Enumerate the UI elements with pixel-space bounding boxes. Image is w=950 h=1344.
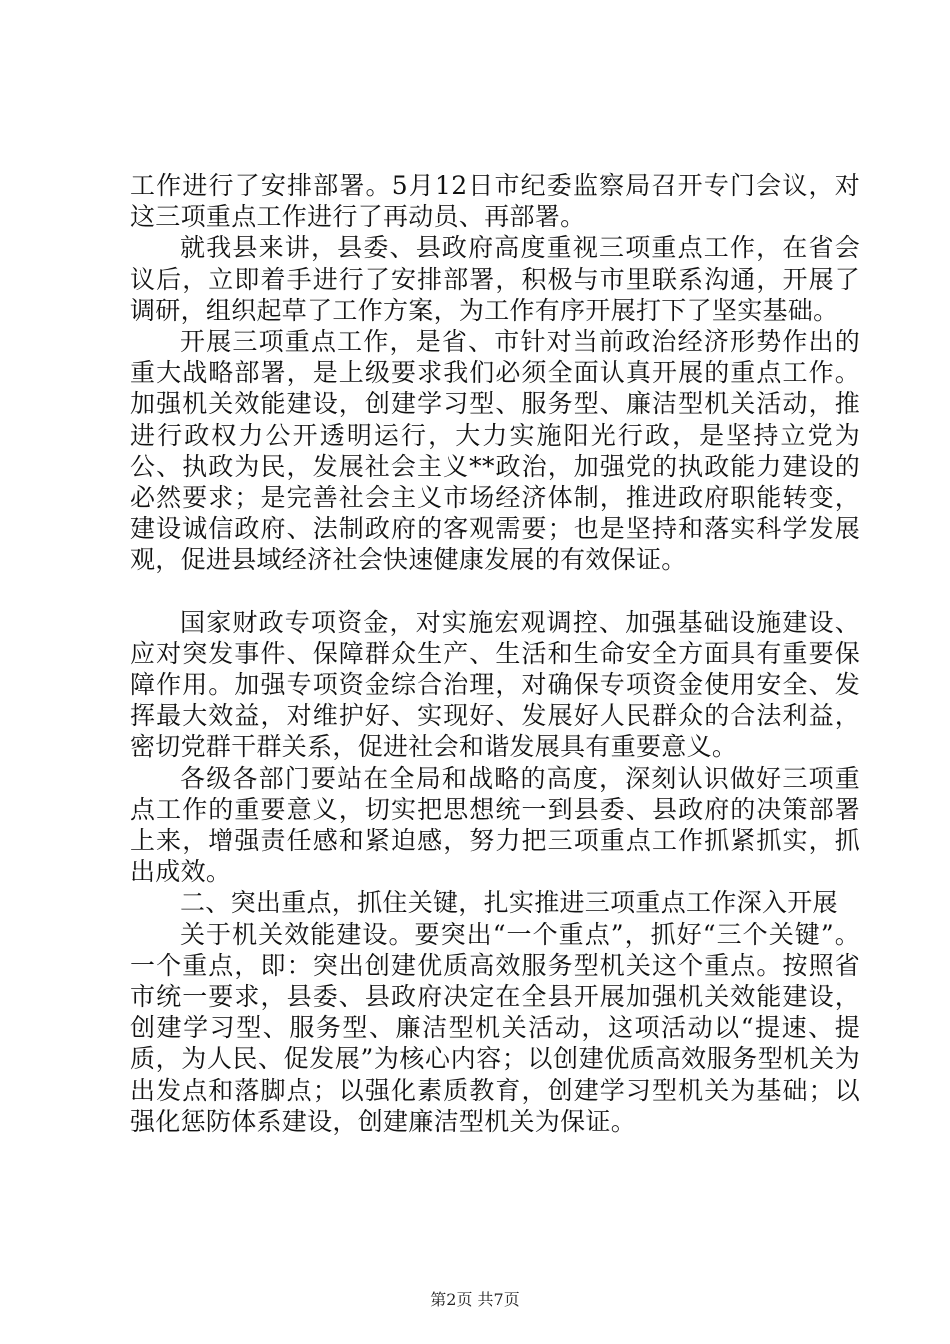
section-heading-two: 二、突出重点，抓住关键，扎实推进三项重点工作深入开展 (180, 888, 838, 918)
paragraph-departments: 各级各部门要站在全局和战略的高度，深刻认识做好三项重点工作的重要意义，切实把思想统一到县委、县政府的决策部署上来，增强责任感和紧迫感，努力把三项重点工作抓紧抓实，抓出成效。 (130, 763, 860, 887)
paragraph-strategic-deployment: 开展三项重点工作，是省、市针对当前政治经济形势作出的重大战略部署，是上级要求我们必须全面认真开展的重点工作。加强机关效能建设，创建学习型、服务型、廉洁型机关活动，推进行政权力公开透明运行，大力实施阳光行政，是坚持立党为公、执政为民，发展社会主义**政治，加强党的执政能力建设的必然要求；是完善社会主义市场经济体制，推进政府职能转变，建设诚信政府、法制政府的客观需要；也是坚持和落实科学发展观，促进县域经济社会快速健康发展的有效保证。 (130, 327, 860, 575)
paragraph-special-funds: 国家财政专项资金，对实施宏观调控、加强基础设施建设、应对突发事件、保障群众生产、生活和生命安全方面具有重要保障作用。加强专项资金综合治理，对确保专项资金使用安全、发挥最大效益，对维护好、实现好、发展好人民群众的合法利益，密切党群干群关系，促进社会和谐发展具有重要意义。 (130, 607, 860, 762)
page-footer (0, 1290, 950, 1310)
paragraph-continuation: 工作进行了安排部署。5月12日市纪委监察局召开专门会议，对这三项重点工作进行了再动员、再部署。 (130, 171, 860, 232)
paragraph-efficiency-building: 关于机关效能建设。要突出“一个重点”，抓好“三个关键”。一个重点，即：突出创建优质高效服务型机关这个重点。按照省市统一要求，县委、县政府决定在全县开展加强机关效能建设，创建学习型、服务型、廉洁型机关活动，这项活动以“提速、提质，为人民、促发展”为核心内容；以创建优质高效服务型机关为出发点和落脚点；以强化素质教育，创建学习型机关为基础；以强化惩防体系建设，创建廉洁型机关为保证。 (130, 919, 860, 1136)
paragraph-county-arrangement: 就我县来讲，县委、县政府高度重视三项重点工作，在省会议后，立即着手进行了安排部署，积极与市里联系沟通，开展了调研，组织起草了工作方案，为工作有序开展打下了坚实基础。 (130, 233, 860, 325)
page-number-label: 第2页 共7页 (430, 1290, 520, 1309)
document-body (130, 170, 860, 1137)
